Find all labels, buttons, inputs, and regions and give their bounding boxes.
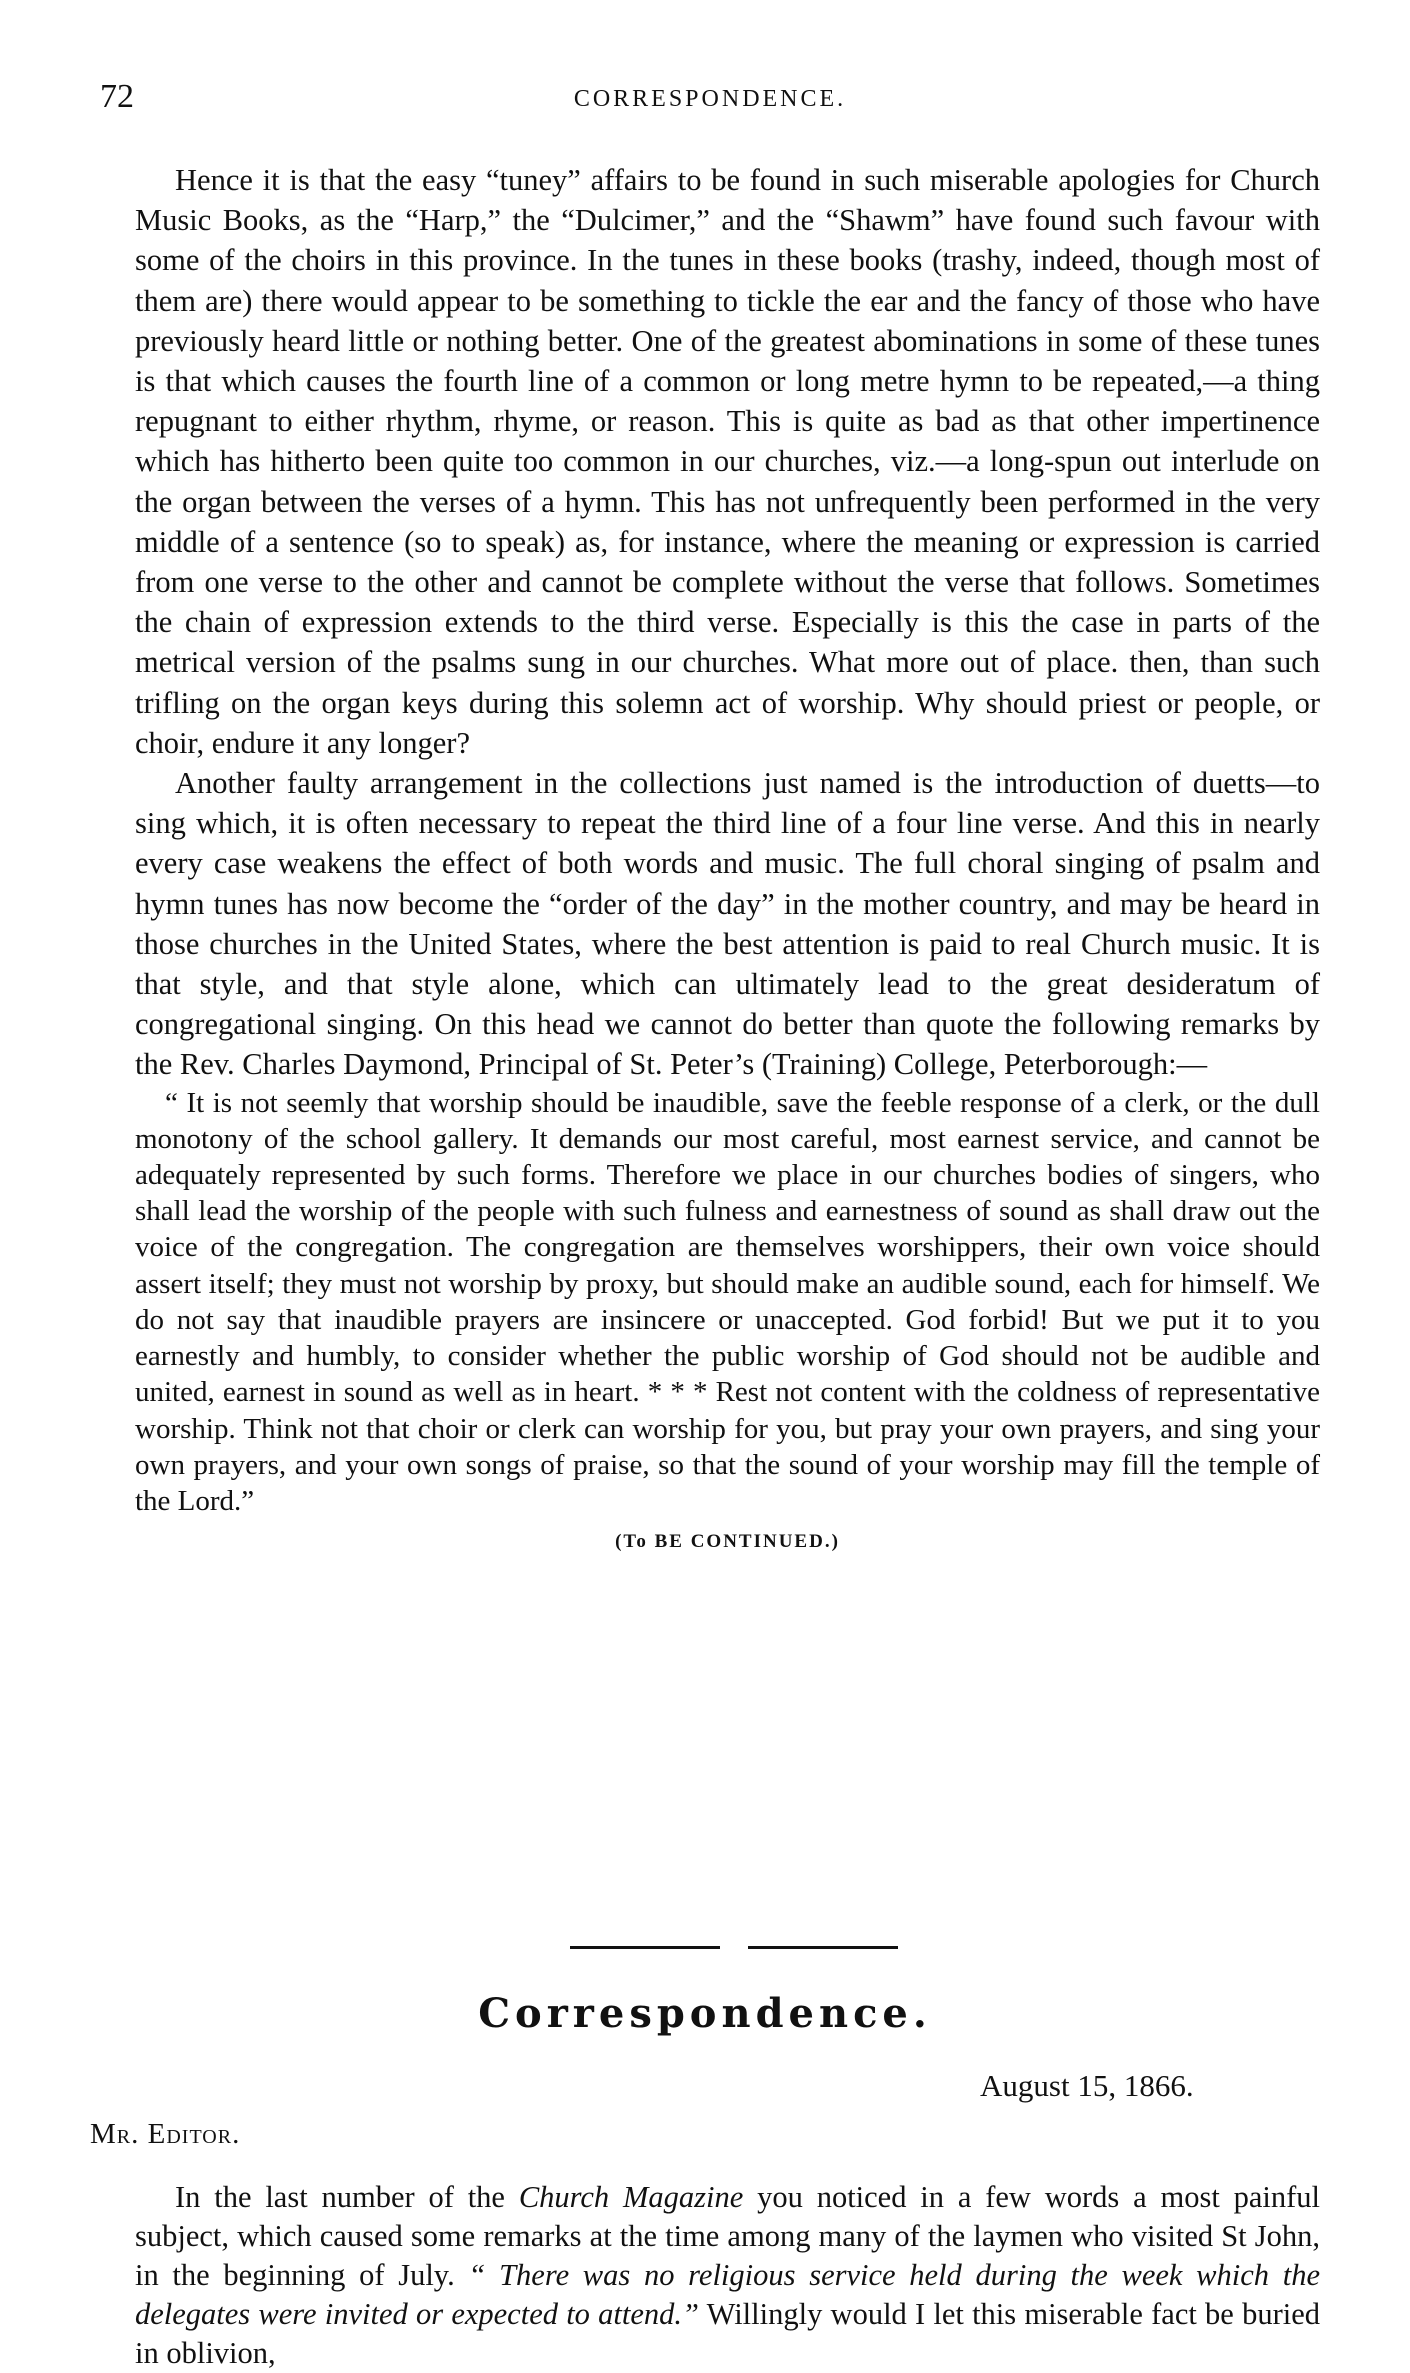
letter-text-start: In the last number of the — [175, 2180, 519, 2214]
letter-date: August 15, 1866. — [980, 2068, 1194, 2103]
page-number: 72 — [100, 78, 134, 115]
article-paragraph-1: Hence it is that the easy “tuney” affairs to be found in such miserable apologies for Church Music Books, as the “Harp,” the “Dulcimer,” and the “Shawm” have found such favour with some of the choirs in this province. In the tunes in these books (trashy, indeed, though most of them are) there would appear to be something to tickle the ear and the fancy of those who have previously heard little or nothing better. One of the greatest abominations in some of these tunes is that which causes the fourth line of a common or long metre hymn to be repeated,—a thing repugnant to either rhythm, rhyme, or reason. This is quite as bad as that other impertinence which has hitherto been quite too common in our churches, viz.—a long-spun out interlude on the organ between the verses of a hymn. This has not unfrequently been performed in the very middle of a sentence (so to speak) as, for instance, where the meaning or expression is carried from one verse to the other and cannot be complete without the verse that follows. Sometimes the chain of expression extends to the third verse. Especially is this the case in parts of the metrical version of the psalms sung in our churches. What more out of place. then, than such trifling on the organ keys during this solemn act of worship. Why should priest or people, or choir, endure it any longer? — [135, 163, 1320, 760]
to-be-continued-note: (To BE CONTINUED.) — [615, 1531, 840, 1553]
divider-rule-left — [570, 1946, 720, 1949]
block-quote: “ It is not seemly that worship should be inaudible, save the feeble response of a clerk, or the dull monotony of the school gallery. It demands our most careful, most earnest service, and cannot be adequately represented by such forms. Therefore we place in our churches bodies of singers, who shall lead the worship of the people with such fulness and earnestness of sound as shall draw out the voice of the congregation. The congregation are themselves worshippers, their own voice should assert itself; they must not worship by proxy, but should make an audible sound, each for himself. We do not say that inaudible prayers are insincere or unaccepted. God forbid! But we put it to you earnestly and humbly, to consider whether the public worship of God should not be audible and united, earnest in sound as well as in heart. * * * Rest not content with the coldness of representative worship. Think not that choir or clerk can worship for you, but pray your own prayers, and sing your own prayers, and your own songs of praise, so that the sound of your worship may fill the temple of the Lord.” — [135, 1086, 1320, 1517]
letter-text-end: Willingly would I let this miserable fact be buried in oblivion, — [135, 2297, 1320, 2370]
article-body — [135, 160, 1320, 1553]
running-head: CORRESPONDENCE. — [573, 86, 847, 112]
magazine-name: Church Magazine — [518, 2180, 744, 2214]
quoted-phrase: “ There was no religious service held during the week which the delegates were invited or expected to attend.” — [135, 2258, 1320, 2331]
section-divider — [570, 1946, 900, 1950]
section-title: Correspondence. — [478, 1990, 932, 2037]
divider-rule-right — [748, 1946, 898, 1949]
letter-salutation: Mr. Editor. — [90, 2118, 241, 2150]
letter-text-middle: you noticed in a few words a most painful subject, which caused some remarks at the time among many of the laymen who visited St John, in the beginning of July. — [135, 2180, 1321, 2292]
article-paragraph-2: Another faulty arrangement in the collections just named is the introduction of duetts—to sing which, it is often necessary to repeat the third line of a four line verse. And this in nearly every case weakens the effect of both words and music. The full choral singing of psalm and hymn tunes has now become the “order of the day” in the mother country, and may be heard in those churches in the United States, where the best attention is paid to real Church music. It is that style, and that style alone, which can ultimately lead to the great desideratum of congregational singing. On this head we cannot do better than quote the following remarks by the Rev. Charles Daymond, Principal of St. Peter’s (Training) College, Peterborough:— — [135, 766, 1320, 1082]
letter-body — [135, 2178, 1320, 2373]
page-header — [100, 78, 1320, 118]
letter-paragraph — [135, 2178, 1320, 2373]
